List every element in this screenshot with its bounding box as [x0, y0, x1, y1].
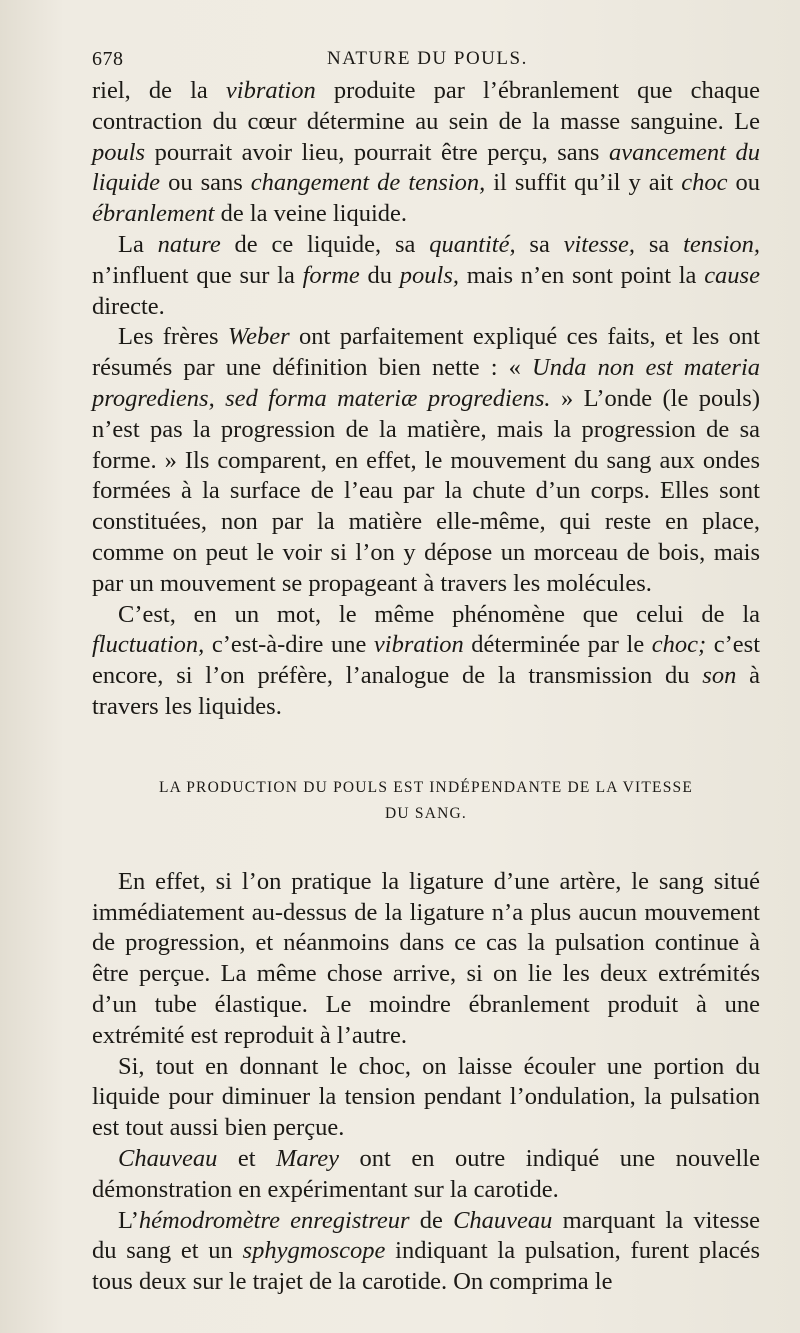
section-heading — [92, 775, 760, 827]
paragraph-ligature: En effet, si l’on pratique la ligature d’une artère, le sang situé immédiatement au-dessus de la ligature n’a plus aucun mouvement de progression, et néanmoins dans ce cas la pulsation continue à être perçue. La même chose arrive, si on lie les deux extrémités d’un tube élastique. Le moindre ébranlement produit à une extrémité est reproduit à l’autre. — [92, 867, 760, 1049]
page-body — [92, 76, 760, 1298]
section-heading-line2: DU SANG. — [385, 804, 467, 822]
paragraph-nature: La nature de ce liquide, sa quantité, sa vitesse, sa tension, n’influent que sur la forme du pouls, mais n’en sont point la cause directe. — [92, 230, 760, 320]
page-number: 678 — [92, 48, 124, 70]
paragraph-weber: Les frères Weber ont parfaitement expliqué ces faits, et les ont résumés par une définition bien nette : « Unda non est materia progrediens, sed forma materiæ progrediens. » L’onde (le pouls) n’est pas la progression de la matière, mais la progression de sa forme. » Ils comparent, en effet, le mouvement du sang aux ondes formées à la surface de l’eau par la chute d’un corps. Elles sont constituées, non par la matière elle-même, qui reste en place, comme on peut le voir si l’on y dépose un morceau de bois, mais par un mouvement se propageant à travers les molécules. — [92, 323, 760, 597]
paragraph-fluctuation: C’est, en un mot, le même phénomène que celui de la fluctuation, c’est-à-dire une vibration déterminée par le choc; c’est encore, si l’on préfère, l’analogue de la transmission du son à travers les liquides. — [92, 600, 761, 720]
paragraph-chauveau-marey: Chauveau et Marey ont en outre indiqué une nouvelle démonstration en expérimentant sur la carotide. — [92, 1144, 760, 1203]
section-heading-line1: LA PRODUCTION DU POULS EST INDÉPENDANTE DE LA VITESSE — [158, 778, 694, 796]
paragraph-choc: Si, tout en donnant le choc, on laisse écouler une portion du liquide pour diminuer la tension pendant l’ondulation, la pulsation est tout aussi bien perçue. — [92, 1052, 760, 1142]
paragraph-continued: riel, de la vibration produite par l’ébranlement que chaque contraction du cœur détermine au sein de la masse sanguine. Le pouls pourrait avoir lieu, pourrait être perçu, sans avancement du liquide ou sans changement de tension, il suffit qu’il y ait choc ou ébranlement de la veine liquide. — [92, 77, 761, 228]
page-header — [92, 0, 760, 76]
paragraph-hemodrometre: L’hémodromètre enregistreur de Chauveau marquant la vitesse du sang et un sphygmoscope indiquant la pulsation, furent placés tous deux sur le trajet de la carotide. On comprima le — [92, 1206, 761, 1296]
running-title: NATURE DU POULS. — [327, 48, 528, 69]
